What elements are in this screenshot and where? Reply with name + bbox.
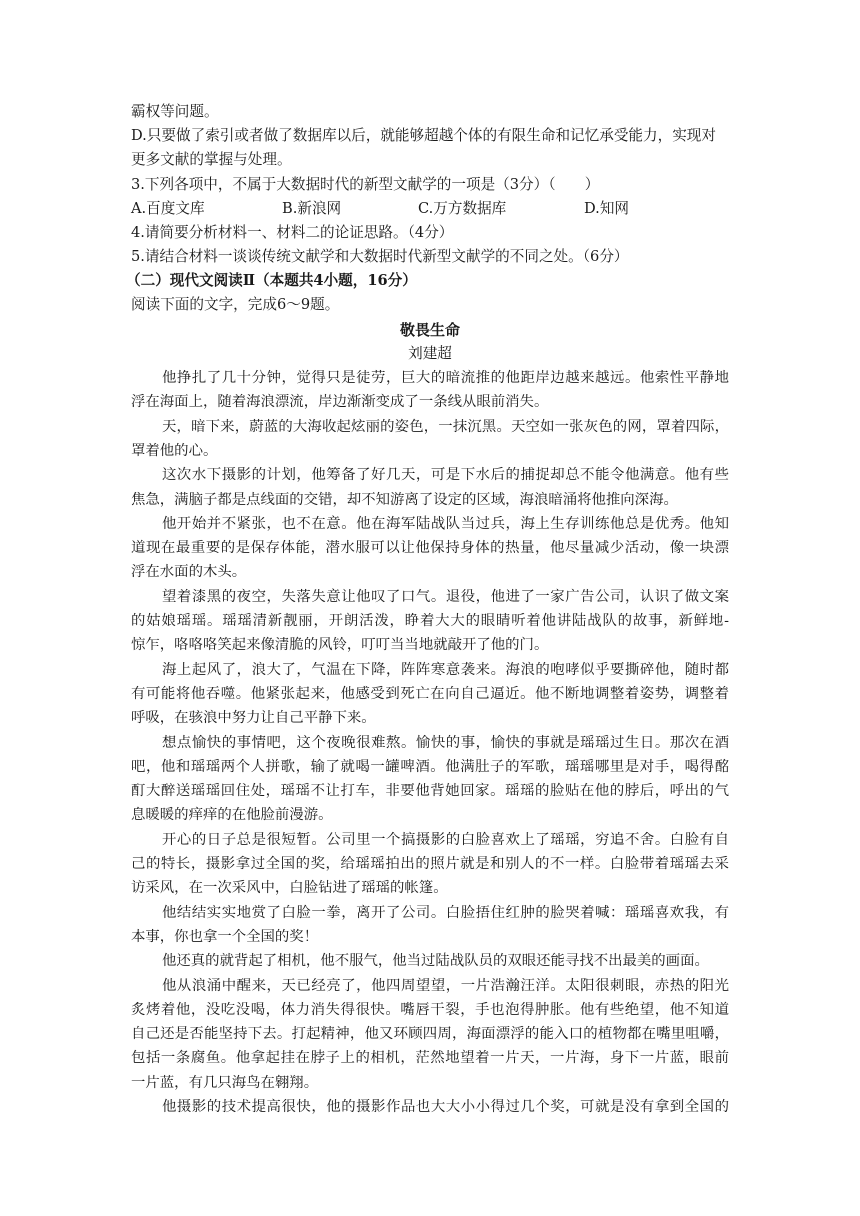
article-line: 吧，他和瑶瑶两个人拼歌，输了就喝一罐啤酒。他满肚子的军歌，瑶瑶哪里是对手，喝得酩 [131,759,729,775]
article-line: 浮在海面上，随着海浪漂流，岸边渐渐变成了一条线从眼前消失。 [131,394,549,410]
question-4: 4.请简要分析材料一、材料二的论证思路。（4分） [131,224,454,241]
article-line: 惊乍，咯咯咯笑起来像清脆的风铃，叮叮当当地就敲开了他的门。 [131,637,549,653]
section-instruction: 阅读下面的文字，完成6～9题。 [131,296,340,313]
article-line: 他从浪涌中醒来，天已经亮了，他四周望望，一片浩瀚汪洋。太阳很刺眼，赤热的阳光 [162,978,729,994]
article-line: 访采风，在一次采风中，白脸钻进了瑶瑶的帐篷。 [131,880,448,896]
article-line: 罩着他的心。 [131,443,218,459]
article-line: 想点愉快的事情吧，这个夜晚很难熬。愉快的事，愉快的事就是瑶瑶过生日。那次在酒 [162,735,729,751]
article-line: 己的特长，摄影拿过全国的奖，给瑶瑶拍出的照片就是和别人的不一样。白脸带着瑶瑶去采 [131,856,729,872]
article-line: 望着漆黑的夜空，失落失意让他叹了口气。退役，他进了一家广告公司，认识了做文案 [162,589,729,605]
article-line: 开心的日子总是很短暂。公司里一个搞摄影的白脸喜欢上了瑶瑶，穷追不舍。白脸有自 [162,832,729,848]
q2-option-d-line2: 更多文献的掌握与处理。 [131,151,292,168]
article-line: 他挣扎了几十分钟，觉得只是徒劳，巨大的暗流推的他距岸边越来越远。他索性平静地 [162,370,729,386]
article-line: 包括一条腐鱼。他拿起挂在脖子上的相机，茫然地望着一片天，一片海，身下一片蓝，眼前 [131,1050,729,1066]
article-line: 一片蓝，有几只海鸟在翱翔。 [131,1075,319,1091]
q2-option-d-line1: D.只要做了索引或者做了数据库以后，就能够超越个体的有限生命和记忆承受能力，实现对 [131,127,716,144]
article-line: 有可能将他吞噬。他紧张起来，他感受到死亡在向自己逼近。他不断地调整着姿势，调整着 [131,686,729,702]
article-line: 道现在最重要的是保存体能，潜水服可以让他保持身体的热量，他尽量减少活动，像一块漂 [131,540,729,556]
article-line: 这次水下摄影的计划，他筹备了好几天，可是下水后的捕捉却总不能令他满意。他有些 [162,467,729,483]
article-line: 自己还是否能坚持下去。打起精神，他又环顾四周，海面漂浮的能入口的植物都在嘴里咀嚼， [131,1026,729,1042]
article-line: 浮在水面的木头。 [131,564,247,580]
article-line: 的姑娘瑶瑶。瑶瑶清新靓丽，开朗活泼，睁着大大的眼睛听着他讲陆战队的故事，新鲜地- [131,613,729,629]
article-line: 天，暗下来，蔚蓝的大海收起炫丽的姿色，一抹沉黑。天空如一张灰色的网，罩着四际， [162,419,729,435]
article-line: 他摄影的技术提高很快，他的摄影作品也大大小小得过几个奖，可就是没有拿到全国的 [162,1099,729,1115]
article-line: 息暖暖的痒痒的在他脸前漫游。 [131,807,333,823]
q3-option-c: C.万方数据库 [418,200,507,217]
article-line: 海上起风了，浪大了，气温在下降，阵阵寒意袭来。海浪的咆哮似乎要撕碎他，随时都 [162,662,729,678]
article-line: 酊大醉送瑶瑶回住处，瑶瑶不让打车，非要他背她回家。瑶瑶的脸贴在他的脖后，呼出的气 [131,783,729,799]
article-title: 敬畏生命 [399,321,460,339]
question-5: 5.请结合材料一谈谈传统文献学和大数据时代新型文献学的不同之处。（6分） [131,248,629,265]
article-author: 刘建超 [408,345,452,362]
article-line: 他还真的就背起了相机，他不服气，他当过陆战队员的双眼还能寻找不出最美的画面。 [162,953,709,969]
article-line: 炙烤着他，没吃没喝，体力消失得很快。嘴唇干裂，手也泡得肿胀。他有些绝望，他不知道 [131,1002,729,1018]
q2-option-d-tail: 霸权等问题。 [131,103,219,120]
q3-option-a: A.百度文库 [131,200,205,217]
section-heading: （二）现代文阅读Ⅱ（本题共4小题，16分） [126,272,417,289]
article-line: 他结结实实地赏了白脸一拳，离开了公司。白脸捂住红肿的脸哭着喊：瑶瑶喜欢我，有 [162,905,729,921]
article-line: 他开始并不紧张，也不在意。他在海军陆战队当过兵，海上生存训练他总是优秀。他知 [162,516,729,532]
article-line: 呼吸，在骇浪中努力让自己平静下来。 [131,710,376,726]
article-line: 焦急，满脑子都是点线面的交错，却不知游离了设定的区域，海浪暗涌将他推向深海。 [131,492,678,508]
article-line: 本事，你也拿一个全国的奖！ [131,929,319,945]
q3-option-b: B.新浪网 [282,200,342,217]
q3-option-d: D.知网 [584,200,630,217]
question-3: 3.下列各项中，不属于大数据时代的新型文献学的一项是（3分）（ ） [131,176,600,193]
